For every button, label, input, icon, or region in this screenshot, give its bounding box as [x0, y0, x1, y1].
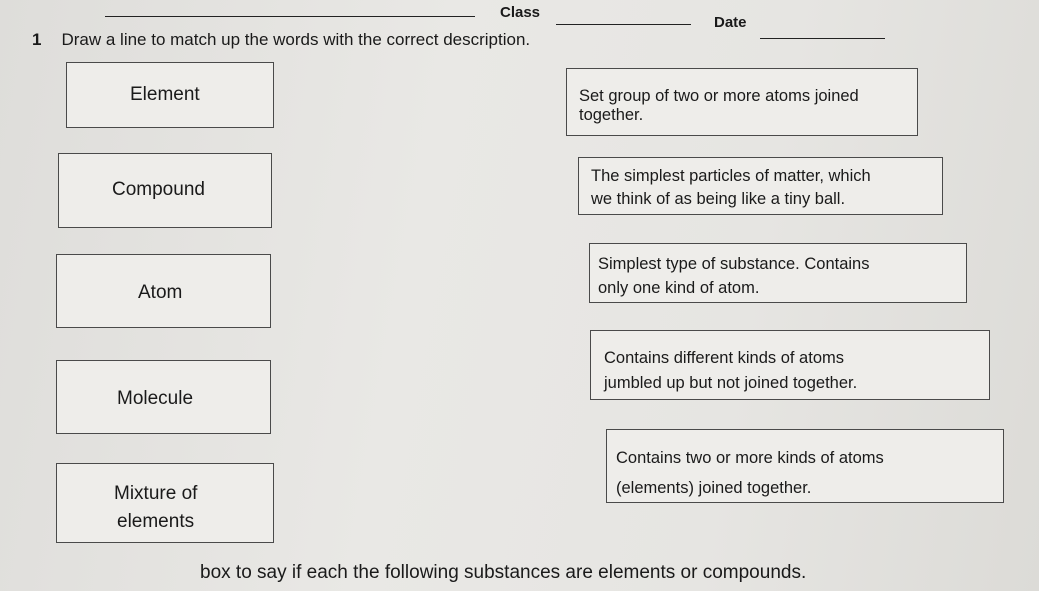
question-text: Draw a line to match up the words with the correct description. [61, 30, 531, 49]
question-instruction [32, 30, 530, 50]
term-mixture-line1: Mixture of [114, 483, 198, 504]
term-element: Element [130, 84, 200, 105]
date-label: Date [714, 14, 747, 31]
term-mixture-line2: elements [117, 511, 195, 532]
description-5-line2: (elements) joined together. [616, 479, 812, 497]
next-question-text: box to say if each the following substances are elements or compounds. [200, 562, 807, 583]
description-3-line1: Simplest type of substance. Contains [598, 255, 870, 273]
description-2-line2: we think of as being like a tiny ball. [591, 190, 846, 208]
description-5-line1: Contains two or more kinds of atoms [616, 449, 884, 467]
term-molecule: Molecule [117, 388, 194, 409]
description-4-line1: Contains different kinds of atoms [604, 349, 844, 367]
term-compound: Compound [112, 179, 205, 200]
class-label: Class [500, 4, 541, 21]
class-line[interactable] [556, 24, 691, 25]
description-4-line2: jumbled up but not joined together. [604, 374, 858, 392]
description-1-line2: together. [579, 106, 644, 124]
name-line [105, 16, 475, 17]
question-number: 1 [32, 30, 42, 49]
date-line[interactable] [760, 38, 885, 39]
term-atom: Atom [138, 282, 183, 303]
description-1-line1: Set group of two or more atoms joined [579, 87, 859, 105]
description-3-line2: only one kind of atom. [598, 279, 760, 297]
description-2-line1: The simplest particles of matter, which [591, 167, 871, 185]
